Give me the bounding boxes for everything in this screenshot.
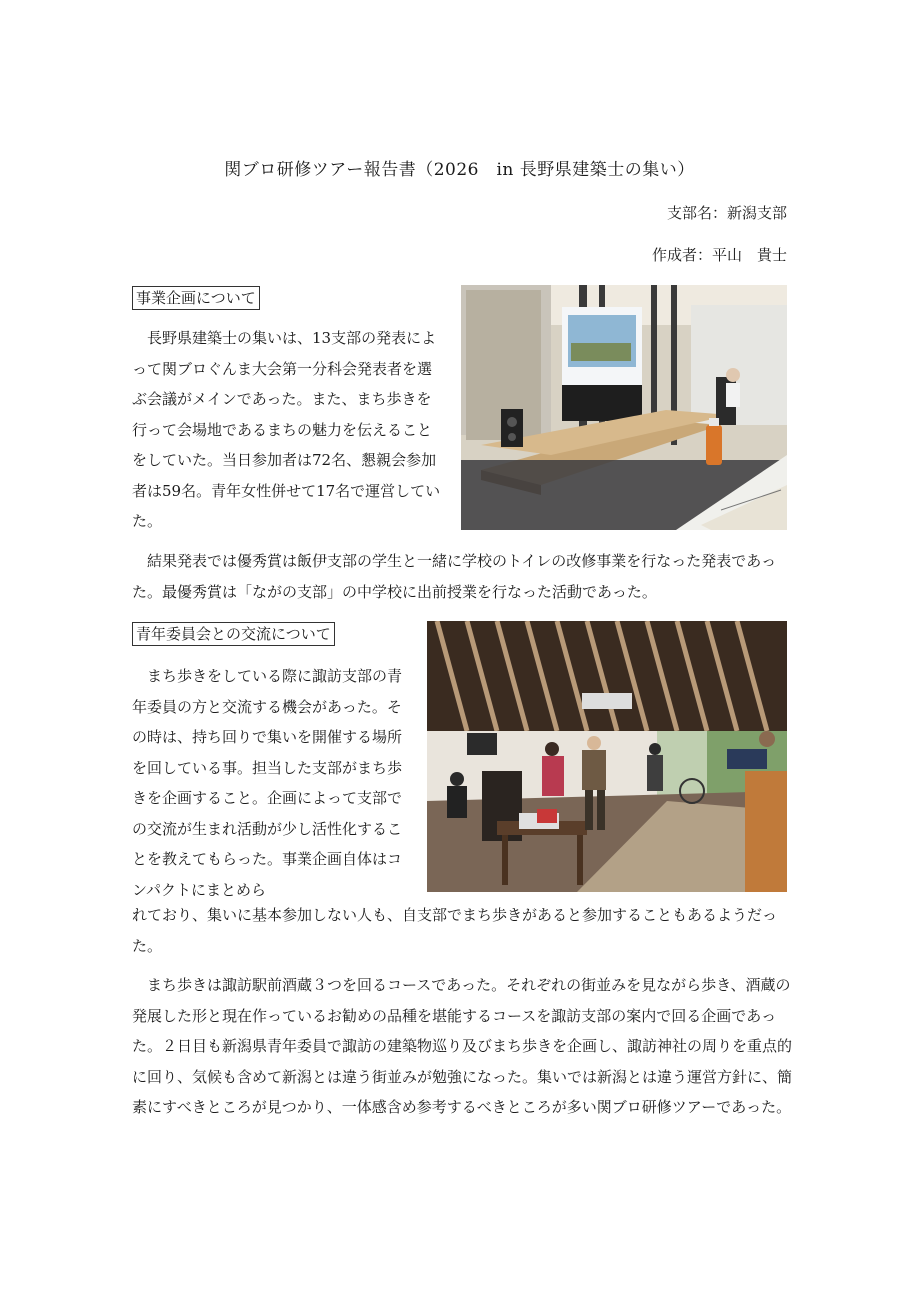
- brewery-visit-photo: [427, 621, 787, 892]
- branch-name: 支部名：新潟支部: [666, 204, 787, 222]
- brewery-visit-image: [427, 621, 787, 892]
- award-paragraph: 結果発表では優秀賞は飯伊支部の学生と一緒に学校のトイレの改修事業を行なった発表であった。最優秀賞は「ながの支部」の中学校に出前授業を行なった活動であった。: [132, 552, 777, 601]
- section-heading-exchange: 青年委員会との交流について: [132, 622, 335, 646]
- conference-hall-image: [461, 285, 787, 530]
- town-walk-paragraph: まち歩きは諏訪駅前酒蔵３つを回るコースであった。それぞれの街並みを見ながら歩き、酒蔵の発展した形と現在作っているお勧めの品種を堪能するコースを諏訪支部の案内で回る企画であった。２日目も新潟県青年委員で諏訪の建築物巡り及びまち歩きを企画し、諏訪神社の周りを重点的に回り、気候も含めて新潟とは違う街並みが勉強になった。集いでは新潟とは違う運営方針に、簡素にすべきところが見つかり、一体感含め参考するべきところが多い関ブロ研修ツアーであった。: [132, 976, 793, 1116]
- exchange-paragraph: まち歩きをしている際に諏訪支部の青年委員の方と交流する機会があった。その時は、持ち回りで集いを開催する場所を回している事。担当した支部がまち歩きを企画すること。企画によって支部での交流が生まれ活動が少し活性化することを教えてもらった。事業企画自体はコンパクトにまとめら: [132, 667, 403, 899]
- author-name: 作成者：平山 貴士: [651, 246, 787, 264]
- conference-hall-photo: [461, 285, 787, 530]
- exchange-paragraph-continued: れており、集いに基本参加しない人も、自支部でまち歩きがあると参加することもあるようだった。: [132, 906, 778, 955]
- report-title: 関ブロ研修ツアー報告書（2026 in 長野県建築士の集い）: [224, 160, 695, 180]
- section-heading-planning: 事業企画について: [132, 286, 260, 310]
- planning-paragraph: 長野県建築士の集いは、13支部の発表によって関ブロぐんま大会第一分科会発表者を選ぶ会議がメインであった。また、まち歩きを行って会場地であるまちの魅力を伝えることをしていた。当日参加者は72名、懇親会参加者は59名。青年女性併せて17名で運営していた。: [132, 329, 441, 530]
